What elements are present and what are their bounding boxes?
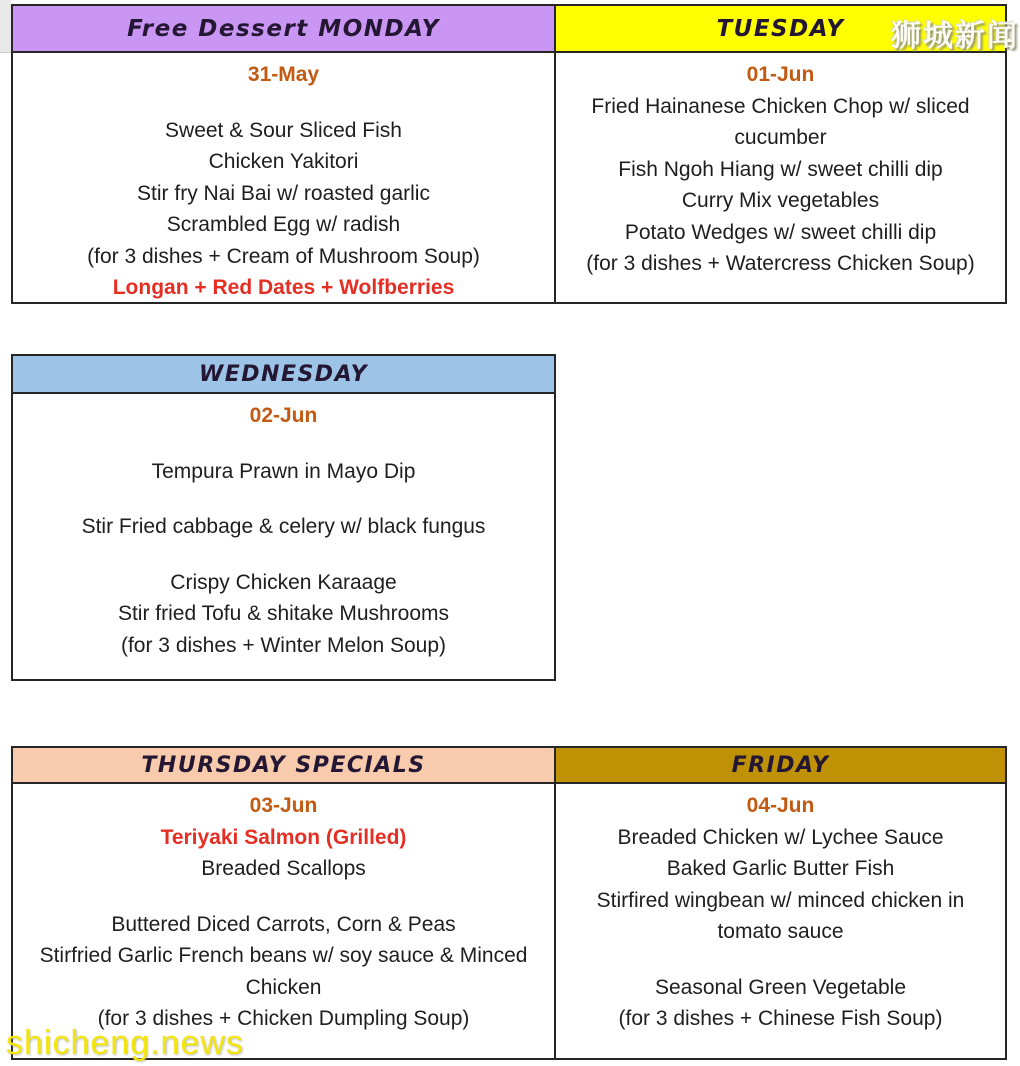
menu-item: Stir Fried cabbage & celery w/ black fungus — [81, 515, 486, 538]
menu-table-wed — [11, 354, 556, 681]
blank-line — [31, 487, 536, 511]
tuesday-date: 01-Jun — [746, 63, 815, 86]
header-row-mon-tue — [13, 6, 1005, 53]
body-row-mon-tue — [13, 53, 1005, 302]
menu-item: Stirfried Garlic French beans w/ soy sauce & Minced Chicken — [39, 944, 528, 999]
menu-item: (for 3 dishes + Winter Melon Soup) — [120, 633, 447, 657]
menu-item: Tempura Prawn in Mayo Dip — [151, 459, 416, 483]
menu-table-mon-tue — [11, 4, 1007, 304]
thursday-menu-cell — [13, 784, 556, 1058]
menu-item: Stir fry Nai Bai w/ roasted garlic — [137, 181, 430, 205]
menu-item: Stir fried Tofu & shitake Mushrooms — [117, 602, 450, 625]
body-row-wed — [13, 394, 554, 679]
monday-header: Free Dessert MONDAY — [13, 6, 556, 53]
menu-item: Stirfired wingbean w/ minced chicken in tomato sauce — [596, 888, 965, 943]
free-dessert-item: Longan + Red Dates + Wolfberries — [112, 276, 455, 299]
friday-date: 04-Jun — [746, 794, 815, 817]
menu-item: (for 3 dishes + Chicken Dumpling Soup) — [97, 1007, 470, 1030]
watermark-shicheng-news: shicheng.news — [6, 1024, 244, 1062]
header-row-wed — [13, 356, 554, 394]
menu-item: Breaded Scallops — [201, 857, 366, 880]
menu-item: Curry Mix vegetables — [681, 189, 880, 212]
tuesday-menu-cell — [556, 53, 1005, 302]
menu-item: Fish Ngoh Hiang w/ sweet chilli dip — [618, 157, 943, 181]
friday-header: FRIDAY — [556, 748, 1005, 784]
wednesday-menu-cell — [13, 394, 554, 679]
blank-line — [574, 948, 987, 972]
blank-line — [31, 543, 536, 567]
blank-line — [31, 91, 536, 115]
menu-item: Buttered Diced Carrots, Corn & Peas — [111, 912, 456, 936]
menu-item: Baked Garlic Butter Fish — [666, 857, 895, 880]
menu-table-thu-fri — [11, 746, 1007, 1060]
friday-menu-cell — [556, 784, 1005, 1058]
thursday-date: 03-Jun — [249, 794, 318, 817]
wednesday-header: WEDNESDAY — [13, 356, 554, 394]
menu-item: (for 3 dishes + Watercress Chicken Soup) — [586, 252, 975, 275]
header-row-thu-fri — [13, 748, 1005, 784]
tuesday-header: TUESDAY — [556, 6, 1005, 53]
menu-item: (for 3 dishes + Cream of Mushroom Soup) — [87, 244, 480, 268]
monday-menu-cell — [13, 53, 556, 302]
watermark-shicheng-cjk: 狮城新闻 — [891, 20, 1019, 53]
menu-item: Potato Wedges w/ sweet chilli dip — [624, 220, 937, 244]
menu-item: Crispy Chicken Karaage — [170, 570, 397, 594]
menu-item: Breaded Chicken w/ Lychee Sauce — [617, 825, 944, 849]
thursday-header: THURSDAY SPECIALS — [13, 748, 556, 784]
menu-item: Fried Hainanese Chicken Chop w/ sliced cucumber — [591, 94, 970, 149]
monday-date: 31-May — [247, 63, 320, 86]
menu-item: Seasonal Green Vegetable — [654, 975, 907, 999]
menu-item: (for 3 dishes + Chinese Fish Soup) — [618, 1007, 943, 1030]
wednesday-date: 02-Jun — [249, 404, 318, 427]
menu-item: Scrambled Egg w/ radish — [166, 213, 401, 236]
thursday-special-item: Teriyaki Salmon (Grilled) — [160, 825, 407, 849]
blank-line — [31, 432, 536, 456]
blank-line — [31, 885, 536, 909]
menu-item: Sweet & Sour Sliced Fish — [165, 118, 402, 142]
spreadsheet-corner-strip — [0, 0, 11, 53]
menu-item: Chicken Yakitori — [208, 150, 359, 173]
body-row-thu-fri — [13, 784, 1005, 1058]
